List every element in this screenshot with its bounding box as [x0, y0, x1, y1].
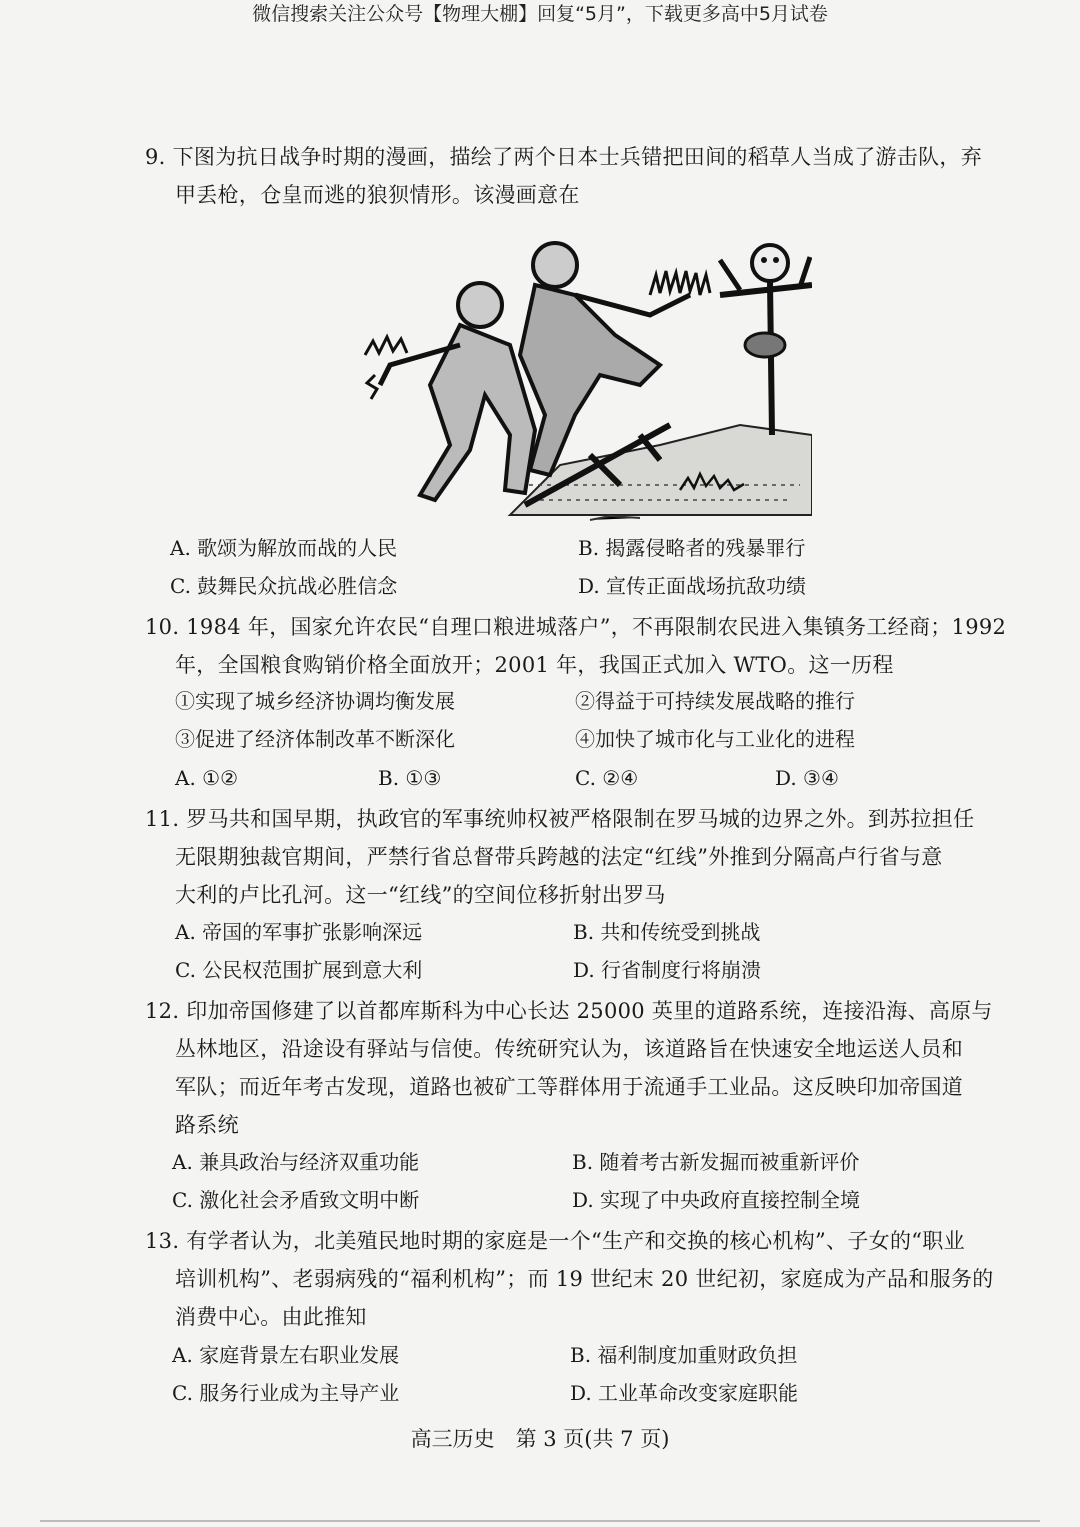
question-13-line-2: 培训机构”、老弱病残的“福利机构”；而 19 世纪末 20 世纪初，家庭成为产品和服务的	[175, 1267, 994, 1291]
q10-option-c: C. ②④	[575, 766, 639, 790]
question-13-stem	[145, 1222, 995, 1336]
q11-option-a: A. 帝国的军事扩张影响深远	[175, 920, 423, 944]
question-9-stem	[145, 138, 995, 214]
question-10-line-2: 年，全国粮食购销价格全面放开；2001 年，我国正式加入 WTO。这一历程	[175, 653, 894, 677]
q9-option-b: B. 揭露侵略者的残暴罪行	[578, 536, 806, 560]
q13-option-b: B. 福利制度加重财政负担	[570, 1343, 798, 1367]
question-10-line-1: 10. 1984 年，国家允许农民“自理口粮进城落户”，不再限制农民进入集镇务工经商；1992	[145, 615, 1007, 639]
q13-option-c: C. 服务行业成为主导产业	[172, 1381, 400, 1405]
question-9-line-2: 甲丢枪，仓皇而逃的狼狈情形。该漫画意在	[175, 183, 580, 207]
question-11-line-3: 大利的卢比孔河。这一“红线”的空间位移折射出罗马	[175, 883, 666, 907]
question-11-stem	[145, 800, 995, 914]
q12-option-d: D. 实现了中央政府直接控制全境	[572, 1188, 861, 1212]
q11-option-b: B. 共和传统受到挑战	[573, 920, 761, 944]
q10-option-d: D. ③④	[775, 766, 839, 790]
q9-option-c: C. 鼓舞民众抗战必胜信念	[170, 574, 398, 598]
question-9-line-1: 9. 下图为抗日战争时期的漫画，描绘了两个日本士兵错把田间的稻草人当成了游击队，弃	[145, 145, 983, 169]
question-12-line-2: 丛林地区，沿途设有驿站与信使。传统研究认为，该道路旨在快速安全地运送人员和	[175, 1037, 964, 1061]
question-11-line-1: 11. 罗马共和国早期，执政官的军事统帅权被严格限制在罗马城的边界之外。到苏拉担任	[145, 807, 975, 831]
cartoon-illustration	[360, 235, 812, 525]
q10-statement-1: ①实现了城乡经济协调均衡发展	[175, 689, 455, 713]
q10-statement-2: ②得益于可持续发展战略的推行	[575, 689, 855, 713]
page-footer: 高三历史 第 3 页(共 7 页)	[410, 1427, 670, 1451]
q10-statement-4: ④加快了城市化与工业化的进程	[575, 727, 855, 751]
question-12-line-1: 12. 印加帝国修建了以首都库斯科为中心长达 25000 英里的道路系统，连接沿海、高原与	[145, 999, 993, 1023]
q13-option-a: A. 家庭背景左右职业发展	[172, 1343, 400, 1367]
q11-option-c: C. 公民权范围扩展到意大利	[175, 958, 423, 982]
q9-option-a: A. 歌颂为解放而战的人民	[170, 536, 398, 560]
q13-option-d: D. 工业革命改变家庭职能	[570, 1381, 799, 1405]
q12-option-b: B. 随着考古新发掘而被重新评价	[572, 1150, 860, 1174]
q10-option-b: B. ①③	[378, 766, 442, 790]
q11-option-d: D. 行省制度行将崩溃	[573, 958, 762, 982]
question-12-line-3: 军队；而近年考古发现，道路也被矿工等群体用于流通手工业品。这反映印加帝国道	[175, 1075, 964, 1099]
q9-option-d: D. 宣传正面战场抗敌功绩	[578, 574, 807, 598]
q12-option-a: A. 兼具政治与经济双重功能	[172, 1150, 420, 1174]
question-11-line-2: 无限期独裁官期间，严禁行省总督带兵跨越的法定“红线”外推到分隔高卢行省与意	[175, 845, 943, 869]
question-12-stem	[145, 992, 995, 1144]
q10-statement-3: ③促进了经济体制改革不断深化	[175, 727, 455, 751]
question-13-line-3: 消费中心。由此推知	[175, 1305, 367, 1329]
q10-option-a: A. ①②	[175, 766, 239, 790]
promo-banner: 微信搜索关注公众号【物理大棚】回复“5月”，下载更多高中5月试卷	[252, 3, 828, 25]
q12-option-c: C. 激化社会矛盾致文明中断	[172, 1188, 420, 1212]
question-13-line-1: 13. 有学者认为，北美殖民地时期的家庭是一个“生产和交换的核心机构”、子女的“职业	[145, 1229, 965, 1253]
scan-edge-line	[40, 1520, 1040, 1522]
question-10-stem	[145, 608, 1007, 684]
question-12-line-4: 路系统	[175, 1113, 239, 1137]
